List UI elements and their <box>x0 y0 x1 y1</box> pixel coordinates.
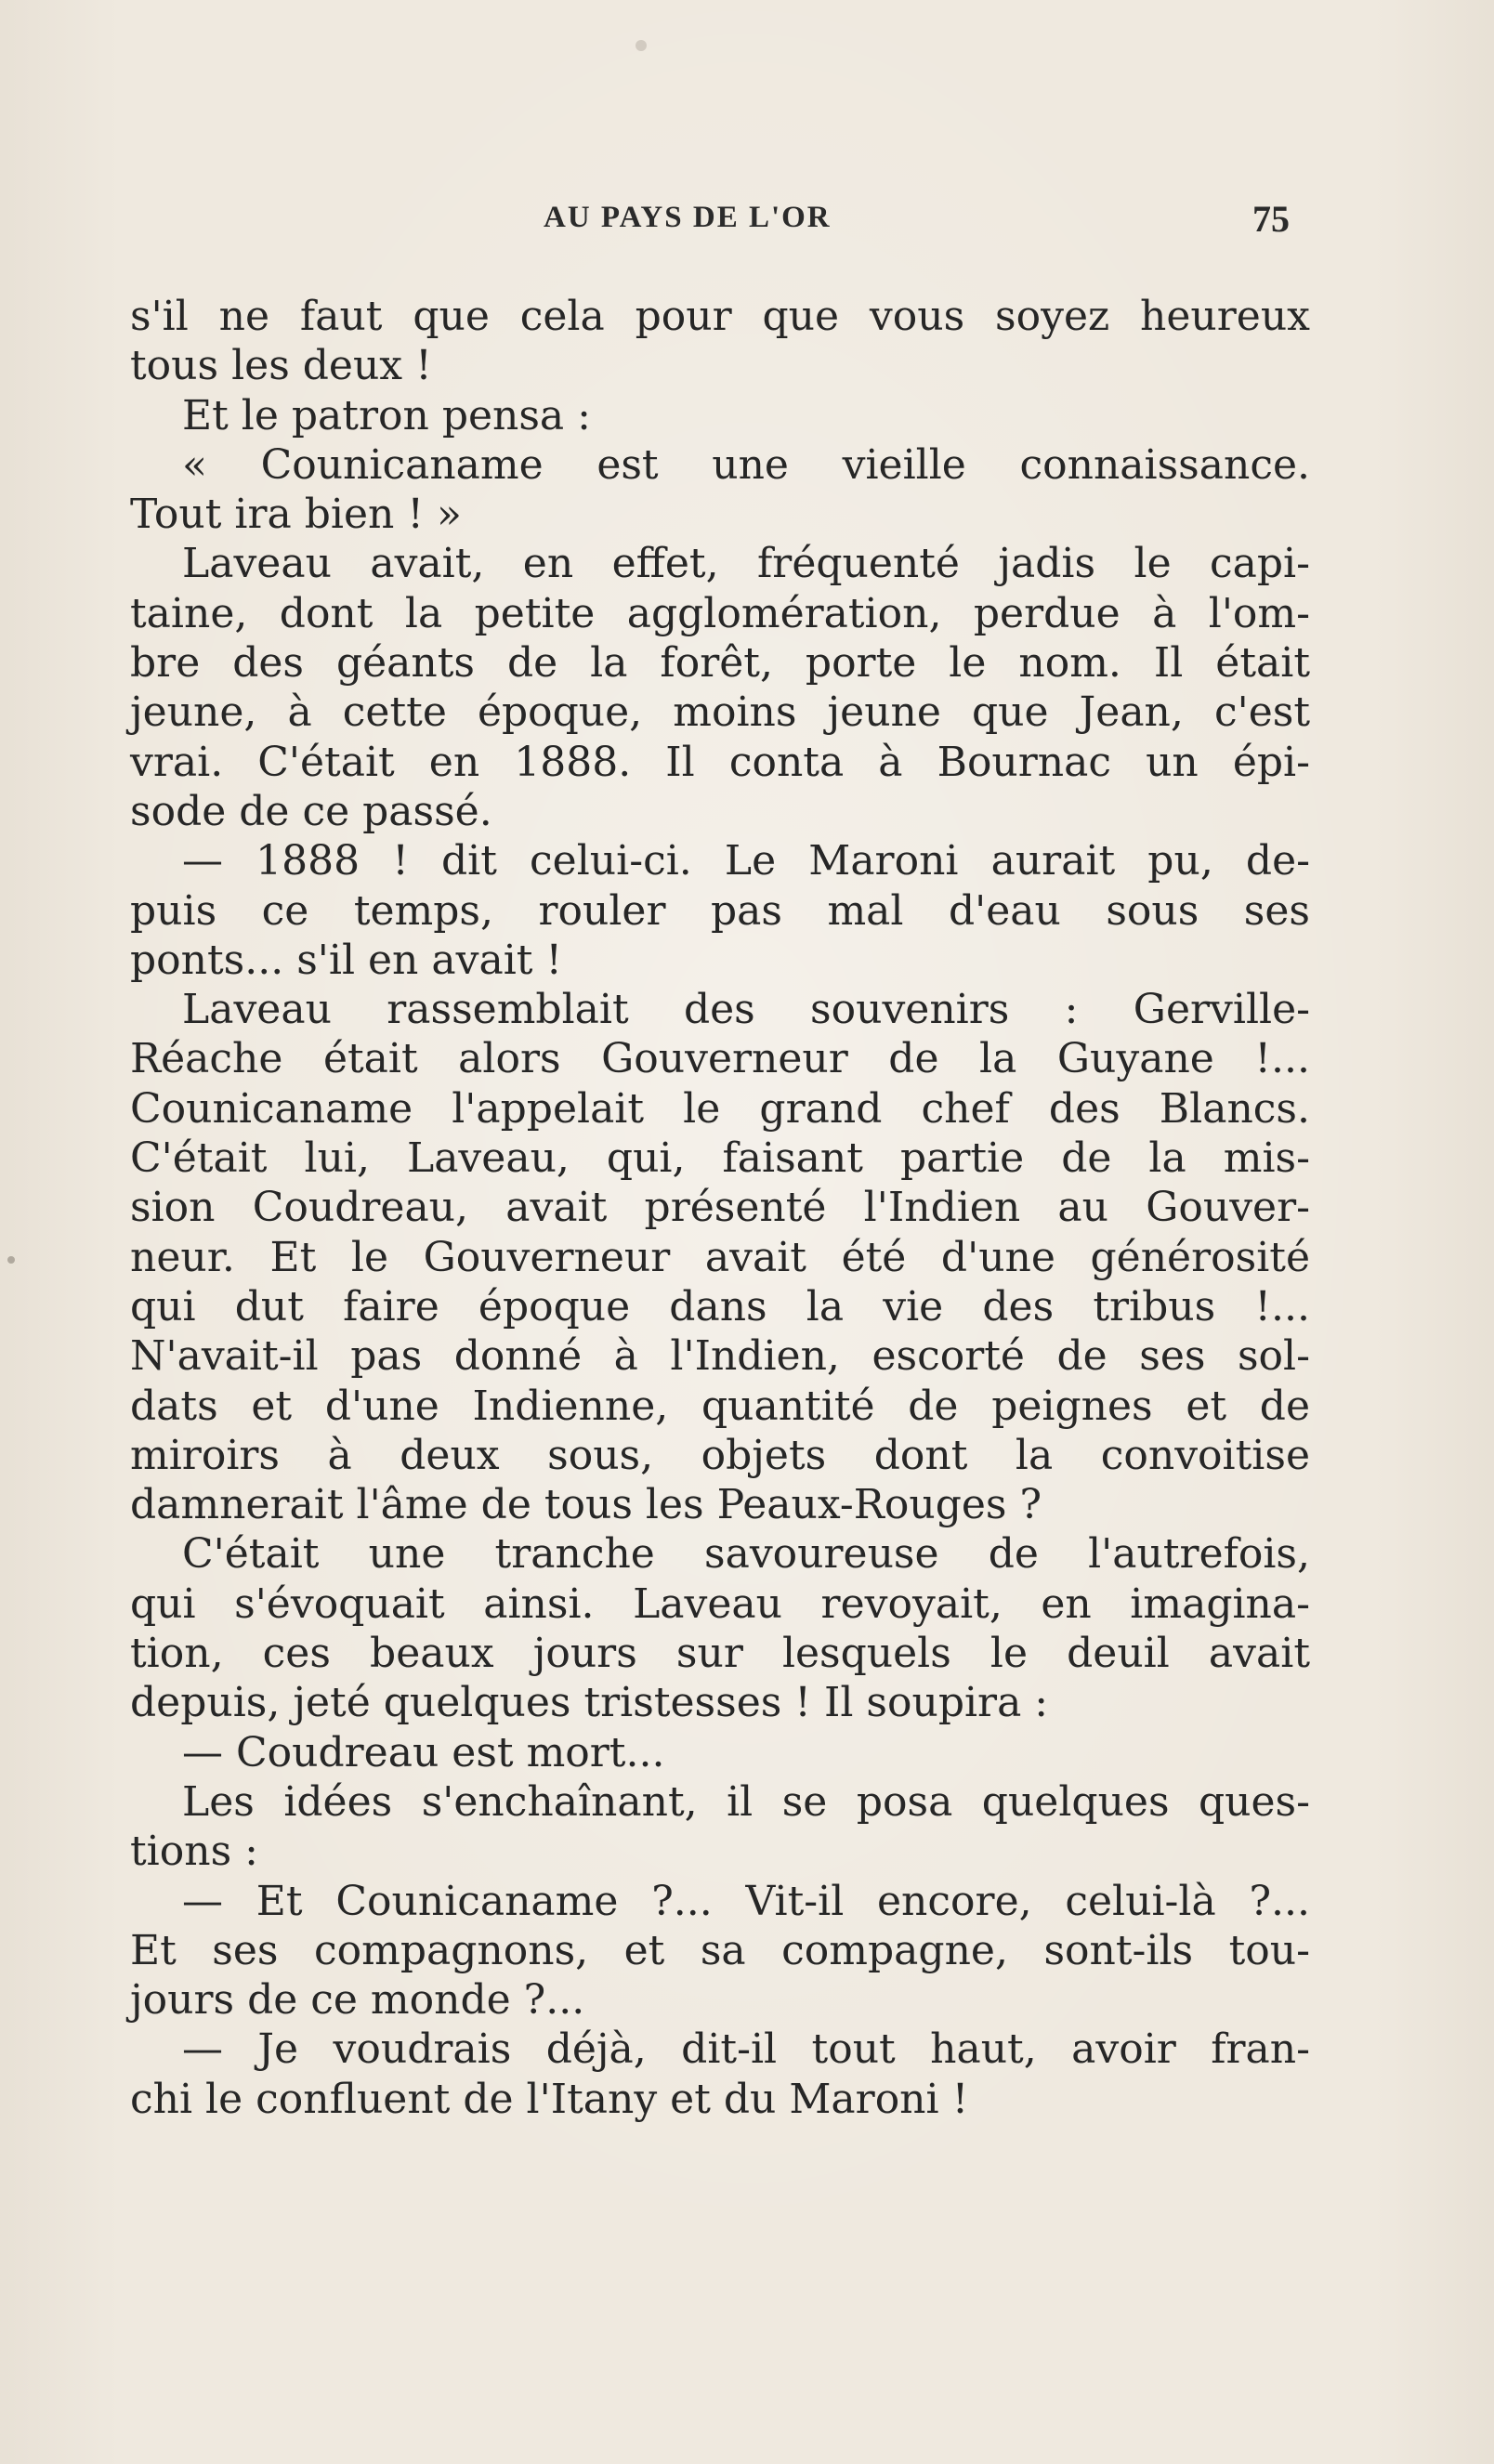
text-line: N'avait-il pas donné à l'Indien, escorté de ses sol- <box>130 1332 1310 1381</box>
text-line: s'il ne faut que cela pour que vous soyez heureux <box>130 293 1310 340</box>
text-line: puis ce temps, rouler pas mal d'eau sous ses <box>130 886 1310 935</box>
page-number: 75 <box>1252 198 1290 240</box>
text-line: dats et d'une Indienne, quantité de peignes et de <box>130 1382 1310 1430</box>
text-line: jeune, à cette époque, moins jeune que Jean, c'est <box>130 688 1310 737</box>
text-line: C'était lui, Laveau, qui, faisant partie de la mis- <box>130 1134 1310 1183</box>
body-text <box>130 292 1310 2124</box>
text-line: Les idées s'enchaînant, il se posa quelques ques- <box>182 1777 1310 1826</box>
text-line: « Counicaname est une vieille connaissance. <box>182 440 1310 489</box>
text-line: Tout ira bien ! » <box>130 491 462 539</box>
text-line: damnerait l'âme de tous les Peaux-Rouges ? <box>130 1481 1042 1529</box>
text-line: — Je voudrais déjà, dit-il tout haut, avoir fran- <box>182 2025 1310 2074</box>
text-line: vrai. C'était en 1888. Il conta à Bournac un épi- <box>130 738 1310 786</box>
text-line: — 1888 ! dit celui-ci. Le Maroni aurait pu, de- <box>182 837 1310 885</box>
text-line: Et le patron pensa : <box>182 391 591 439</box>
text-line: jours de ce monde ?... <box>130 1976 585 2025</box>
paper-speck <box>636 40 647 51</box>
text-line: Réache était alors Gouverneur de la Guyane !... <box>130 1035 1310 1083</box>
text-line: Laveau rassemblait des souvenirs : Gerville- <box>182 986 1310 1034</box>
text-line: bre des géants de la forêt, porte le nom. Il était <box>130 639 1310 688</box>
text-line: tion, ces beaux jours sur lesquels le deuil avait <box>130 1630 1310 1678</box>
text-line: neur. Et le Gouverneur avait été d'une générosité <box>130 1233 1310 1281</box>
text-line: sion Coudreau, avait présenté l'Indien au Gouver- <box>130 1184 1310 1232</box>
text-line: qui dut faire époque dans la vie des tribus !... <box>130 1282 1310 1330</box>
text-line: C'était une tranche savoureuse de l'autrefois, <box>182 1530 1310 1579</box>
text-line: — Coudreau est mort... <box>182 1728 665 1776</box>
text-line: taine, dont la petite agglomération, perdue à l'om- <box>130 589 1310 637</box>
text-line: chi le confluent de l'Itany et du Maroni ! <box>130 2075 969 2123</box>
text-line: — Et Counicaname ?... Vit-il encore, celui-là ?... <box>182 1877 1310 1925</box>
text-line: tous les deux ! <box>130 342 432 390</box>
text-line: qui s'évoquait ainsi. Laveau revoyait, en imagina- <box>130 1579 1310 1628</box>
paper-speck <box>7 1256 15 1264</box>
text-line: sode de ce passé. <box>130 787 492 835</box>
text-line: tions : <box>130 1828 258 1876</box>
text-line: Laveau avait, en effet, fréquenté jadis le capi- <box>182 540 1310 588</box>
text-line: Et ses compagnons, et sa compagne, sont-ils tou- <box>130 1926 1310 1974</box>
text-line: ponts... s'il en avait ! <box>130 936 563 984</box>
page-header <box>0 197 1494 253</box>
running-head: AU PAYS DE L'OR <box>544 201 832 234</box>
text-line: depuis, jeté quelques tristesses ! Il soupira : <box>130 1679 1049 1727</box>
text-line: miroirs à deux sous, objets dont la convoitise <box>130 1431 1310 1479</box>
text-line: Counicaname l'appelait le grand chef des Blancs. <box>130 1084 1310 1133</box>
